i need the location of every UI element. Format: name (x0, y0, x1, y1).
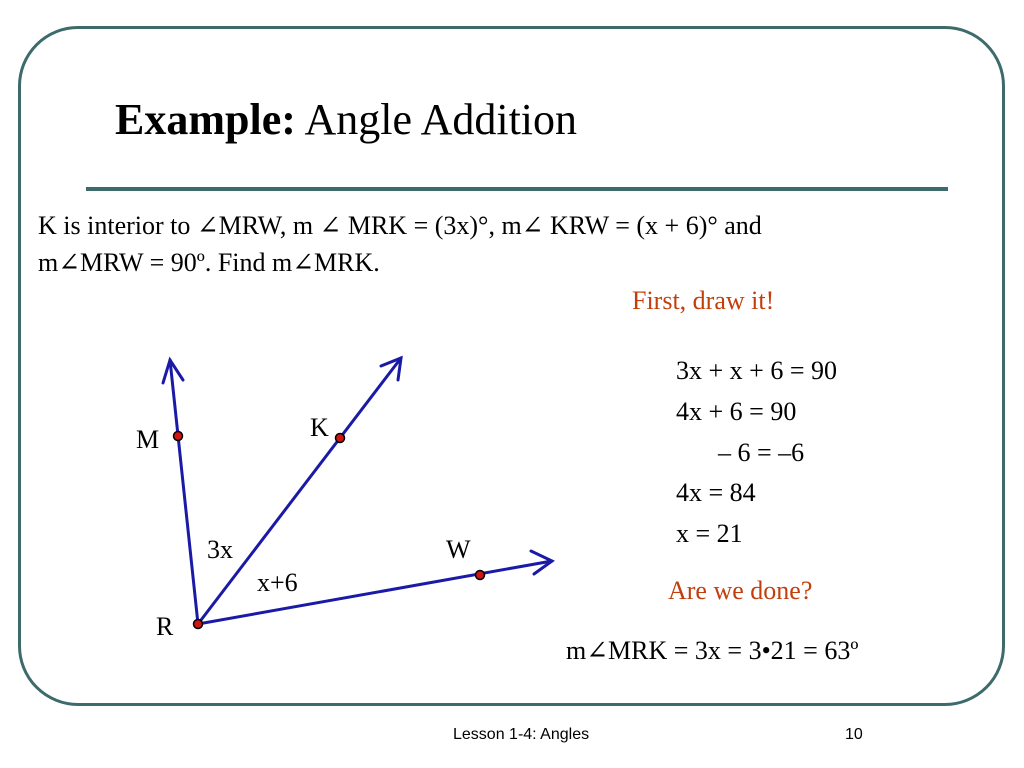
point-r-dot (194, 620, 203, 629)
step-5: x = 21 (676, 519, 743, 549)
label-w: W (446, 535, 471, 564)
ray-rw (198, 561, 552, 624)
footer-page-number: 10 (845, 726, 863, 743)
problem-line-1: K is interior to ∠MRW, m ∠ MRK = (3x)°, m∠ KRW = (x + 6)° and (38, 211, 762, 240)
label-r: R (156, 612, 174, 641)
step-1: 3x + x + 6 = 90 (676, 356, 837, 385)
ray-rm (170, 360, 198, 624)
point-m-dot (174, 432, 183, 441)
step-4: 4x = 84 (676, 478, 756, 508)
question-text: Are we done? (668, 576, 813, 605)
label-k: K (310, 413, 329, 442)
angle-label-krw: x+6 (257, 568, 298, 597)
angle-label-mrk: 3x (207, 535, 233, 564)
point-w-dot (476, 571, 485, 580)
answer-text: m∠MRK = 3x = 3•21 = 63º (566, 636, 859, 665)
title-rest: Angle Addition (295, 95, 578, 144)
hint-text: First, draw it! (632, 286, 775, 315)
title-bold: Example: (115, 95, 296, 144)
label-m: M (136, 425, 160, 454)
step-3: – 6 = –6 (718, 437, 805, 467)
ray-rk (198, 358, 401, 624)
footer-lesson: Lesson 1-4: Angles (453, 726, 590, 743)
problem-line-2: m∠MRW = 90º. Find m∠MRK. (38, 248, 380, 277)
step-2: 4x + 6 = 90 (676, 396, 797, 426)
point-k-dot (336, 434, 345, 443)
